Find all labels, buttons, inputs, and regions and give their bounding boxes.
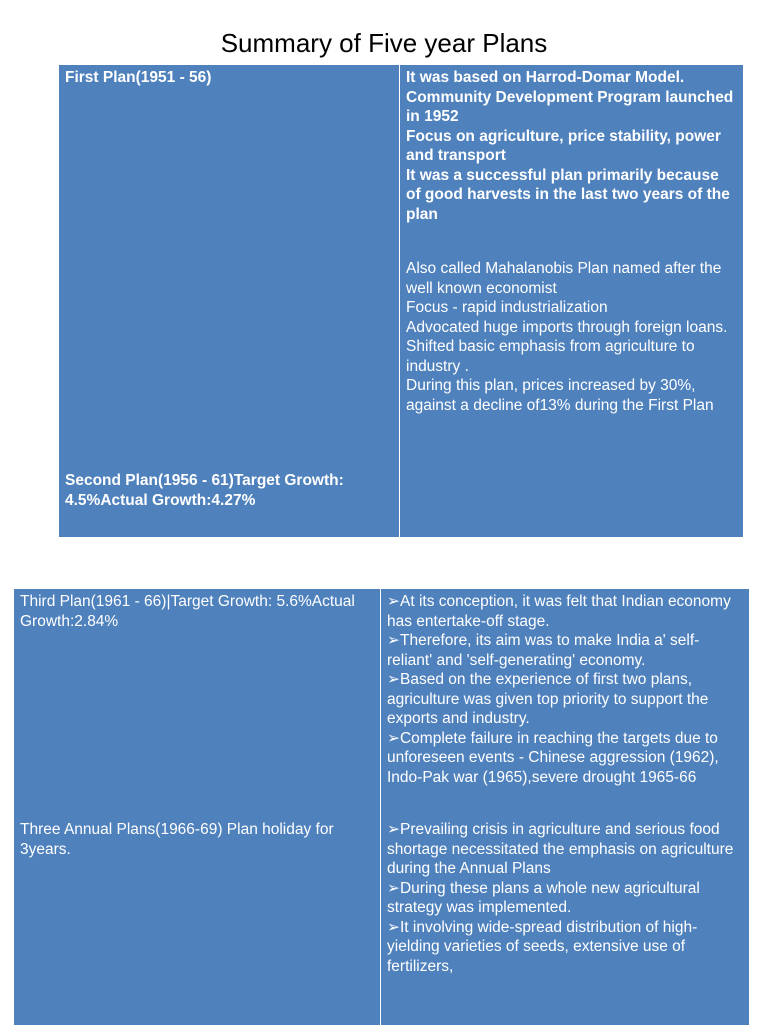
detail-line: ➢During these plans a whole new agricultural strategy was implemented.	[387, 879, 700, 916]
details-cell-third	[381, 589, 749, 817]
detail-line: ➢Based on the experience of first two plans, agriculture was given top priority to support the exports and industry.	[387, 671, 709, 727]
page-title: Summary of Five year Plans	[220, 28, 548, 58]
details-cell-second	[400, 66, 743, 537]
detail-line: ➢At its conception, it was felt that Indian economy has entertake-off stage.	[387, 593, 731, 630]
detail-line: Also called Mahalanobis Plan named after the well known economist	[406, 260, 722, 297]
detail-line: ➢Therefore, its aim was to make India a' self-reliant' and 'self-generating' economy.	[387, 632, 700, 669]
plan-label: Second Plan(1956 - 61)Target Growth: 4.5%Actual Growth:4.27%	[65, 472, 344, 509]
plan-cell-annual	[14, 817, 381, 1025]
summary-table-1	[58, 64, 744, 538]
detail-line: Focus - rapid industrialization	[406, 299, 608, 316]
detail-line: Community Development Program launched in 1952	[406, 88, 734, 125]
detail-line: ➢Prevailing crisis in agriculture and serious food shortage necessitated the emphasis on agriculture during the Annual Plans	[387, 821, 734, 877]
detail-line: Advocated huge imports through foreign loans.	[406, 318, 728, 336]
plan-cell-third	[14, 589, 381, 817]
plan-label: First Plan(1951 - 56)	[65, 69, 212, 86]
detail-line: It was based on Harrod-Domar Model.	[406, 69, 685, 86]
detail-line: Shifted basic emphasis from agriculture to industry .	[406, 338, 695, 375]
detail-line: It was a successful plan primarily because of good harvests in the last two years of the plan	[406, 166, 730, 223]
plan-cell-first	[59, 65, 400, 259]
detail-line: ➢Complete failure in reaching the targets due to unforeseen events - Chinese aggression (1962), Indo-Pak war (1965),severe drought 1965-66	[387, 729, 719, 786]
plan-label: Three Annual Plans(1966-69) Plan holiday for 3years.	[20, 821, 334, 858]
summary-table-2	[13, 588, 750, 1026]
details-cell-annual	[381, 817, 749, 1025]
detail-line: During this plan, prices increased by 30%, against a decline of13% during the First Plan	[406, 377, 714, 414]
detail-line: Focus on agriculture, price stability, power and transport	[406, 127, 721, 164]
plan-cell-second	[59, 259, 400, 537]
plan-label: Third Plan(1961 - 66)|Target Growth: 5.6%Actual Growth:2.84%	[20, 593, 355, 630]
detail-line: ➢It involving wide-spread distribution of high-yielding varieties of seeds, extensive use of fertilizers,	[387, 918, 698, 975]
